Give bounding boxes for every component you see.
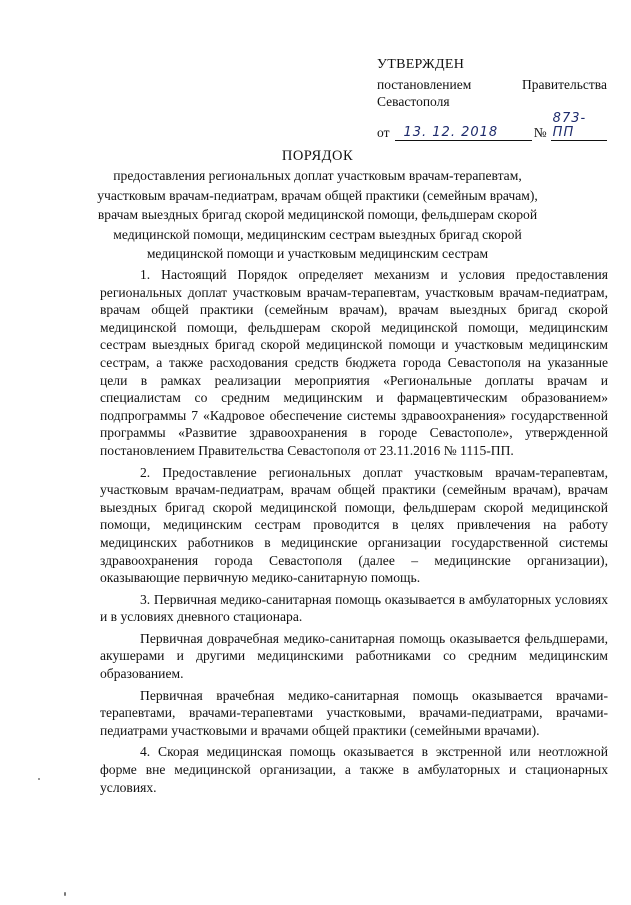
approval-stamp xyxy=(377,56,607,141)
approval-title: УТВЕРЖДЕН xyxy=(377,57,465,72)
approval-date-value: 13. 12. 2018 xyxy=(395,126,531,141)
scan-speck xyxy=(64,892,66,896)
paragraph-4: Первичная доврачебная медико-санитарная помощь оказывается фельдшерами, акушерами и другими медицинскими работниками со средним медицинским образованием. xyxy=(100,630,608,682)
paragraph-6: 4. Скорая медицинская помощь оказывается в экстренной или неотложной форме вне медицинской организации, а также в амбулаторных и стационарных условиях. xyxy=(100,744,608,795)
approval-decree-word: постановлением xyxy=(377,77,472,92)
approval-number-value: 873-ПП xyxy=(551,112,607,141)
paragraph-3: 3. Первичная медико-санитарная помощь оказывается в амбулаторных условиях и в условиях дневного стационара. xyxy=(100,591,608,625)
approval-number-label: № xyxy=(533,125,547,140)
scan-speck xyxy=(38,778,40,780)
document-body xyxy=(100,266,608,800)
document-heading: ПОРЯДОК xyxy=(281,148,354,164)
document-subheading: предоставления региональных доплат участковым врачам-терапевтам, участковым врачам-педиатрам, врачам общей практики (семейным врачам), врачам выездных бригад скорой медицинской помощи, фельдшерам скорой медицинской помощи, медицинским сестрам выездных бригад скорой медицинской помощи и участковым медицинским сестрам xyxy=(97,168,538,261)
approval-date-prefix: от xyxy=(377,125,390,140)
approval-government-word: Правительства xyxy=(522,77,607,92)
paragraph-1: 1. Настоящий Порядок определяет механизм и условия предоставления региональных доплат участковым врачам-терапевтам, участковым врачам-педиатрам, врачам общей практики (семейным врачам), врачам выездных бригад скорой медицинской помощи, фельдшерам скорой медицинской помощи, медицинским сестрам выездных бригад скорой медицинской помощи и участковым медицинским сестрам, а также расходования средств бюджета города Севастополя на указанные цели в рамках реализации мероприятия «Региональные доплаты врачам и специалистам со средним медицинским и фармацевтическим образованием» подпрограммы 7 «Кадровое обеспечение системы здравоохранения» государственной программы «Развитие здравоохранения в городе Севастополе», утвержденной постановлением Правительства Севастополя от 23.11.2016 № 1115-ПП. xyxy=(100,267,608,458)
paragraph-5: Первичная врачебная медико-санитарная помощь оказывается врачами-терапевтами, врачами-терапевтами участковыми, врачами-педиатрами, врачами-педиатрами участковыми и врачами общей практики (семейными врачами). xyxy=(100,687,608,738)
approval-city: Севастополя xyxy=(377,94,450,109)
paragraph-2: 2. Предоставление региональных доплат участковым врачам-терапевтам, участковым врачам-педиатрам, врачам общей практики (семейным врачам), врачам выездных бригад скорой медицинской помощи, фельдшерам скорой медицинской помощи, медицинским сестрам проводится в целях привлечения на работу медицинских работников в медицинские организации государственной системы здравоохранения города Севастополя (далее – медицинские организации), оказывающие первичную медико-санитарную помощь. xyxy=(100,464,608,586)
approval-line-1 xyxy=(377,76,607,93)
approval-date-row xyxy=(377,112,607,141)
